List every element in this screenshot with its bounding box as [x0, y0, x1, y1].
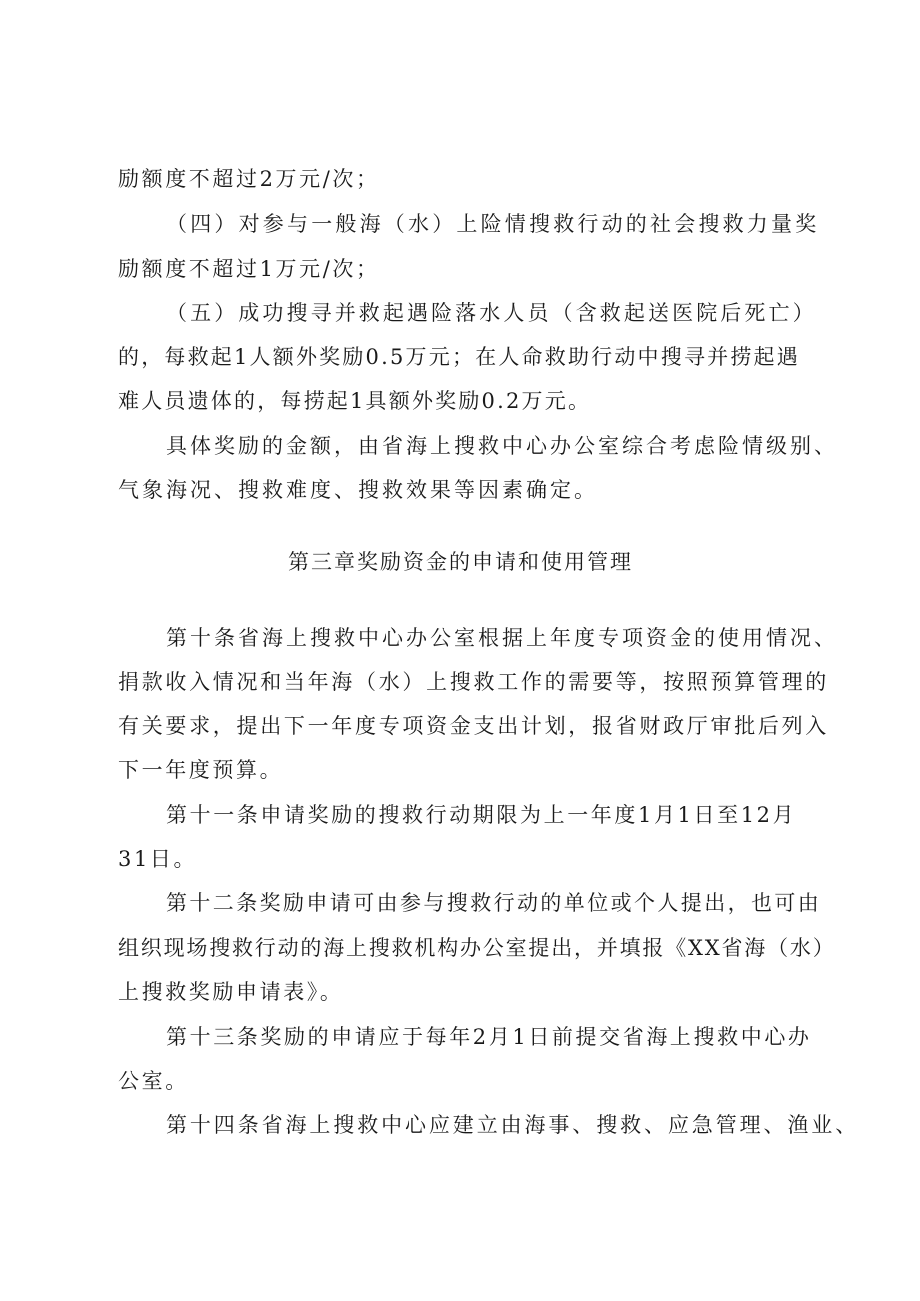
paragraph-line: 下一年度预算。	[118, 758, 284, 782]
paragraph-line: 第十二条奖励申请可由参与搜救行动的单位或个人提出，也可由	[166, 891, 822, 915]
chapter-heading: 第三章奖励资金的申请和使用管理	[288, 550, 633, 574]
paragraph-line: 励额度不超过2万元/次；	[118, 167, 380, 191]
paragraph-line: 第十一条申请奖励的搜救行动期限为上一年度1月1日至12月	[166, 803, 797, 827]
paragraph-line: 有关要求，提出下一年度专项资金支出计划，报省财政厅审批后列入	[118, 714, 829, 738]
paragraph-line: 励额度不超过1万元/次；	[118, 257, 380, 281]
paragraph-line: 组织现场搜救行动的海上搜救机构办公室提出，并填报《XX省海（水）	[118, 936, 836, 960]
paragraph-line: 第十条省海上搜救中心办公室根据上年度专项资金的使用情况、	[166, 626, 838, 650]
paragraph-line: 公室。	[118, 1069, 189, 1093]
paragraph-line: 31日。	[118, 847, 198, 871]
paragraph-line: 第十四条省海上搜救中心应建立由海事、搜救、应急管理、渔业、	[166, 1113, 860, 1137]
paragraph-line: 捐款收入情况和当年海（水）上搜救工作的需要等，按照预算管理的	[118, 670, 829, 694]
paragraph-line: 气象海况、搜救难度、搜救效果等因素确定。	[118, 478, 598, 502]
paragraph-line: 具体奖励的金额，由省海上搜救中心办公室综合考虑险情级别、	[166, 434, 838, 458]
paragraph-line: 难人员遗体的，每捞起1具额外奖励0.2万元。	[118, 389, 592, 413]
paragraph-line: （五）成功搜寻并救起遇险落水人员（含救起送医院后死亡）	[166, 301, 817, 325]
paragraph-line: 第十三条奖励的申请应于每年2月1日前提交省海上搜救中心办	[166, 1025, 812, 1049]
paragraph-line: （四）对参与一般海（水）上险情搜救行动的社会搜救力量奖	[166, 212, 820, 236]
paragraph-line: 的，每救起1人额外奖励0.5万元；在人命救助行动中搜寻并捞起遇	[118, 345, 800, 369]
paragraph-line: 上搜救奖励申请表》。	[118, 980, 344, 1004]
